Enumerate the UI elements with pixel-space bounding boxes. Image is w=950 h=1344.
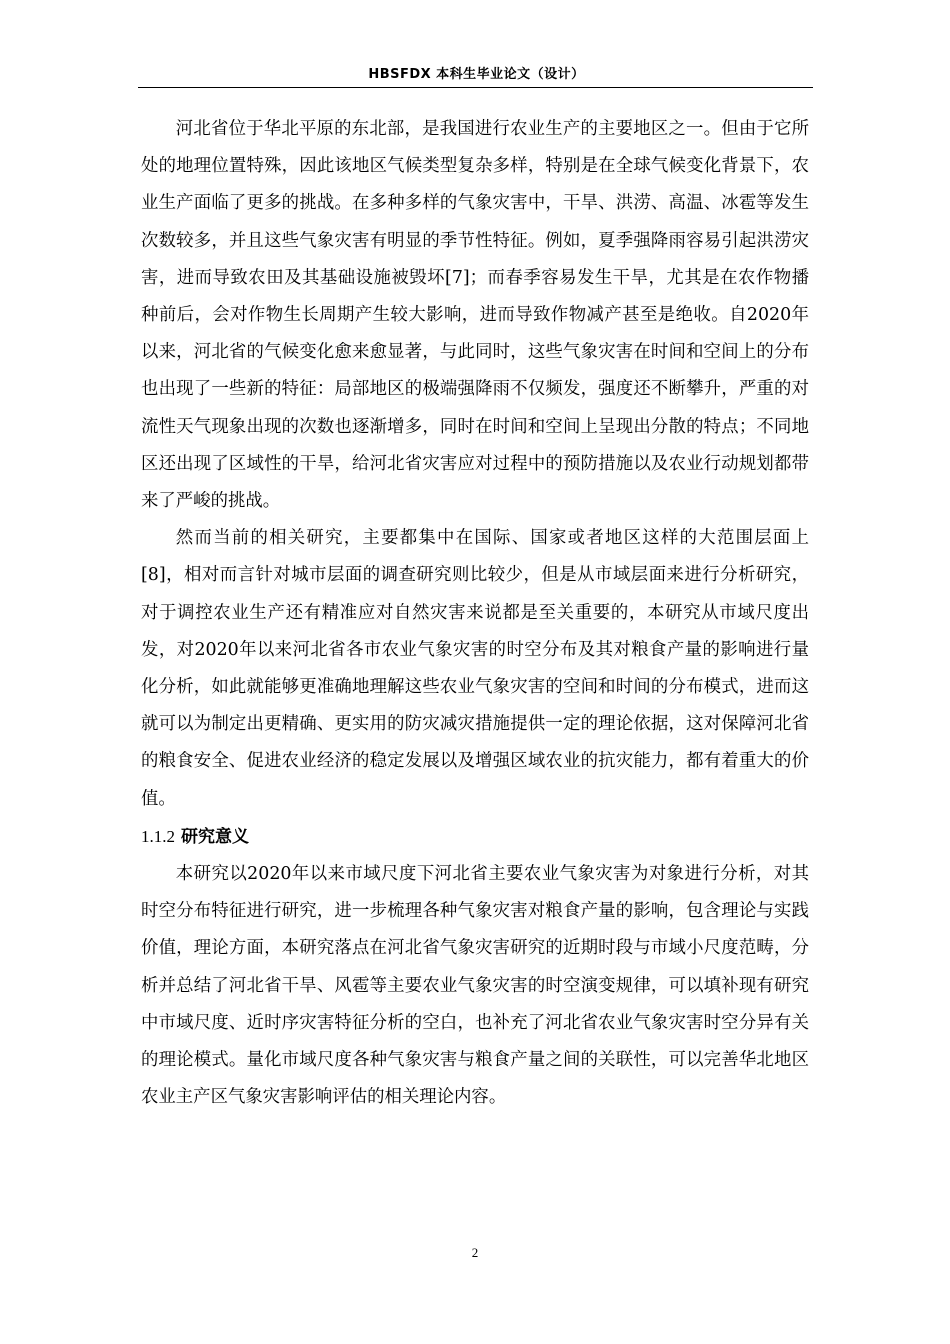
body-paragraph-3: 本研究以2020年以来市域尺度下河北省主要农业气象灾害为对象进行分析，对其时空分布特征进行研究，进一步梳理各种气象灾害对粮食产量的影响，包含理论与实践价值，理论方面，本研究落点在河北省气象灾害研究的近期时段与市域小尺度范畴，分析并总结了河北省干旱、风雹等主要农业气象灾害的时空演变规律，可以填补现有研究中市域尺度、近时序灾害特征分析的空白，也补充了河北省农业气象灾害时空分异有关的理论模式。量化市域尺度各种气象灾害与粮食产量之间的关联性，可以完善华北地区农业主产区气象灾害影响评估的相关理论内容。 bbox=[141, 864, 809, 1108]
header-divider bbox=[138, 87, 813, 88]
section-number: 1.1.2 bbox=[141, 826, 175, 846]
page-number: 2 bbox=[471, 1245, 479, 1260]
body-paragraph-2: 然而当前的相关研究，主要都集中在国际、国家或者地区这样的大范围层面上[8]，相对而言针对城市层面的调查研究则比较少，但是从市域层面来进行分析研究，对于调控农业生产还有精准应对自然灾害来说都是至关重要的，本研究从市域尺度出发，对2020年以来河北省各市农业气象灾害的时空分布及其对粮食产量的影响进行量化分析，如此就能够更准确地理解这些农业气象灾害的空间和时间的分布模式，进而这就可以为制定出更精确、更实用的防灾减灾措施提供一定的理论依据，这对保障河北省的粮食安全、促进农业经济的稳定发展以及增强区域农业的抗灾能力，都有着重大的价值。 bbox=[141, 528, 809, 809]
body-paragraph-1: 河北省位于华北平原的东北部，是我国进行农业生产的主要地区之一。但由于它所处的地理位置特殊，因此该地区气候类型复杂多样，特别是在全球气候变化背景下，农业生产面临了更多的挑战。在多种多样的气象灾害中，干旱、洪涝、高温、冰雹等发生次数较多，并且这些气象灾害有明显的季节性特征。例如，夏季强降雨容易引起洪涝灾害，进而导致农田及其基础设施被毁坏[7]；而春季容易发生干旱，尤其是在农作物播种前后，会对作物生长周期产生较大影响，进而导致作物减产甚至是绝收。自2020年以来，河北省的气候变化愈来愈显著，与此同时，这些气象灾害在时间和空间上的分布也出现了一些新的特征：局部地区的极端强降雨不仅频发，强度还不断攀升，严重的对流性天气现象出现的次数也逐渐增多，同时在时间和空间上呈现出分散的特点；不同地区还出现了区域性的干旱，给河北省灾害应对过程中的预防措施以及农业行动规划都带来了严峻的挑战。 bbox=[141, 119, 809, 512]
section-title: 研究意义 bbox=[181, 826, 249, 847]
page-body bbox=[141, 111, 809, 1116]
running-header: HBSFDX 本科生毕业论文（设计） bbox=[368, 67, 585, 82]
section-heading bbox=[141, 818, 809, 856]
